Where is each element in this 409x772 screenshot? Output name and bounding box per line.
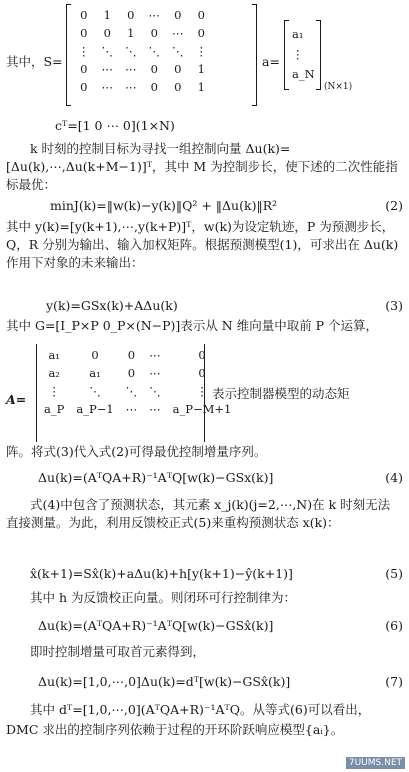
paragraph-4: 阵。将式(3)代入式(2)可得最优控制增量序列。: [6, 444, 267, 459]
s-matrix-cell: 0: [174, 62, 182, 76]
a-matrix-cell: a_P−M+1: [172, 402, 232, 416]
a-matrix-cell: ⋱: [125, 384, 138, 398]
a-matrix-cell: a₁: [48, 348, 60, 362]
s-matrix-cell: 0: [197, 26, 205, 40]
a-matrix-description: 表示控制器模型的动态矩: [212, 386, 350, 401]
equation-2-number: (2): [385, 198, 403, 213]
s-matrix-cell: 0: [80, 80, 88, 94]
s-matrix-row: [72, 60, 213, 78]
s-matrix-cell: 0: [174, 8, 182, 22]
equation-6: Δu(k)=(AᵀQA+R)⁻¹AᵀQ[w(k)−GSx̂(k)]: [38, 618, 274, 633]
equation-4-number: (4): [385, 470, 403, 485]
s-matrix-row: [72, 78, 213, 96]
a-matrix-cell: ⋱: [89, 384, 101, 398]
a-vector-label: a=: [262, 54, 280, 69]
equation-5: x̂(k+1)=Sx̂(k)+aΔu(k)+h[y(k+1)−ŷ(k+1)]: [30, 566, 293, 581]
a-matrix-label: A=: [6, 392, 27, 407]
a-matrix-cell: ⋮: [48, 384, 60, 398]
a-matrix-cell: ⋯: [149, 348, 161, 362]
a-vector-left-bracket: [284, 20, 289, 90]
s-matrix-cell: 0: [150, 26, 158, 40]
a-matrix-right-bar: [204, 344, 205, 442]
a-matrix-cell: ⋱: [149, 384, 161, 398]
a-vector-item: ⋮: [292, 47, 304, 61]
paragraph-5: 式(4)中包含了预测状态，其元素 x_j(k)(j=2,⋯,N)在 k 时刻无法直接测量。为此，利用反馈校正式(5)来重构预测状态 x(k)：: [6, 497, 391, 530]
s-matrix-row: [72, 24, 213, 42]
s-matrix-cell: 0: [80, 8, 88, 22]
a-matrix-row: [38, 382, 237, 400]
s-matrix-cell: 0: [80, 62, 88, 76]
a-matrix-cell: a₂: [48, 366, 60, 380]
a-matrix-cell: a_P−1: [76, 402, 114, 416]
s-matrix-cell: ⋮: [195, 44, 207, 58]
s-matrix-cell: 1: [103, 8, 111, 22]
s-matrix-cell: 0: [150, 62, 158, 76]
s-matrix-cell: 0: [80, 26, 88, 40]
a-matrix-cell: a_P: [44, 402, 65, 416]
s-matrix-cell: ⋯: [101, 80, 113, 94]
s-matrix-right-bracket: [252, 4, 257, 106]
equation-3: y(k)=GSx(k)+AΔu(k): [46, 298, 178, 313]
s-matrix-cell: ⋯: [172, 26, 184, 40]
paragraph-6: 其中 h 为反馈校正向量。则闭环可行控制律为：: [30, 590, 296, 605]
s-matrix-cell: 1: [197, 80, 205, 94]
s-matrix-cell: 0: [150, 80, 158, 94]
a-matrix-cell: a₁: [89, 366, 101, 380]
s-matrix-cell: ⋱: [148, 44, 160, 58]
a-matrix: [38, 346, 237, 418]
equation-4: Δu(k)=(AᵀQA+R)⁻¹AᵀQ[w(k)−GSx(k)]: [38, 470, 274, 485]
equation-7-number: (7): [385, 674, 403, 689]
a-matrix-cell: 0: [198, 348, 206, 362]
s-matrix-cell: ⋱: [125, 44, 137, 58]
a-matrix-cell: 0: [91, 348, 99, 362]
a-matrix-cell: ⋯: [125, 402, 138, 416]
s-matrix-cell: ⋮: [78, 44, 90, 58]
s-matrix-row: [72, 42, 213, 60]
s-matrix-cell: ⋱: [101, 44, 113, 58]
paragraph-2: 其中 y(k)=[y(k+1),⋯,y(k+P)]ᵀ，w(k)为设定轨迹，P 为预测步长，Q，R 分别为输出、输入加权矩阵。根据预测模型(1)，可求出在 Δu(k)作用下对象的未来输出：: [6, 219, 399, 270]
s-matrix-cell: 0: [103, 26, 111, 40]
equation-3-number: (3): [385, 298, 403, 313]
paragraph-3: 其中 G=[I_P×P 0_P×(N−P)]表示从 N 维向量中取前 P 个运算，: [6, 318, 379, 333]
s-matrix-cell: ⋯: [148, 8, 160, 22]
paragraph-1: k 时刻的控制目标为寻找一组控制向量 Δu(k)=[Δu(k),⋯,Δu(k+M−1)]ᵀ，其中 M 为控制步长，使下述的二次性能指标最优：: [6, 141, 398, 192]
a-matrix-row: [38, 346, 237, 364]
a-matrix-cell: 0: [127, 366, 136, 380]
equation-5-number: (5): [385, 566, 403, 581]
s-matrix-cell: ⋱: [172, 44, 184, 58]
a-matrix-row: [38, 400, 237, 418]
s-matrix-cell: 0: [127, 8, 135, 22]
a-matrix-cell: ⋯: [149, 366, 161, 380]
equation-6-number: (6): [385, 618, 403, 633]
c-vector-line: cᵀ=[1 0 ⋯ 0](1×N): [55, 118, 175, 133]
paragraph-8: 其中 dᵀ=[1,0,⋯,0](AᵀQA+R)⁻¹AᵀQ。从等式(6)可以看出，DMC 求出的控制序列依赖于过程的开环阶跃响应模型{aᵢ}。: [6, 702, 371, 737]
s-matrix-row: [72, 6, 213, 24]
a-vector-item: a_N: [292, 67, 315, 81]
s-matrix-cell: 0: [174, 80, 182, 94]
watermark: 7UUMS.NET: [346, 757, 405, 769]
s-matrix-cell: ⋯: [125, 80, 137, 94]
s-matrix-cell: ⋯: [125, 62, 137, 76]
a-matrix-cell: ⋮: [196, 384, 208, 398]
s-matrix-left-bracket: [66, 4, 71, 106]
s-matrix: [72, 6, 213, 96]
s-matrix-cell: ⋯: [101, 62, 113, 76]
a-matrix-cell: 0: [198, 366, 206, 380]
equation-7: Δu(k)=[1,0,⋯,0]Δu(k)=dᵀ[w(k)−GSx̂(k)]: [38, 674, 291, 689]
s-matrix-cell: 0: [197, 8, 205, 22]
a-matrix-row: [38, 364, 237, 382]
a-vector-item: a₁: [292, 27, 304, 41]
s-matrix-label: 其中，S=: [6, 54, 63, 69]
s-matrix-cell: 1: [197, 62, 205, 76]
a-matrix-cell: 0: [127, 348, 136, 362]
a-matrix-cell: ⋯: [149, 402, 161, 416]
paragraph-7: 即时控制增量可取首元素得到，: [30, 644, 206, 659]
s-matrix-cell: 1: [127, 26, 135, 40]
a-vector-right-bracket: [316, 20, 321, 90]
equation-2: minJ(k)=‖w(k)−y(k)‖Q² + ‖Δu(k)‖R²: [50, 198, 278, 213]
a-matrix-left-bar: [36, 344, 37, 442]
a-vector-size: (N×1): [324, 82, 353, 92]
